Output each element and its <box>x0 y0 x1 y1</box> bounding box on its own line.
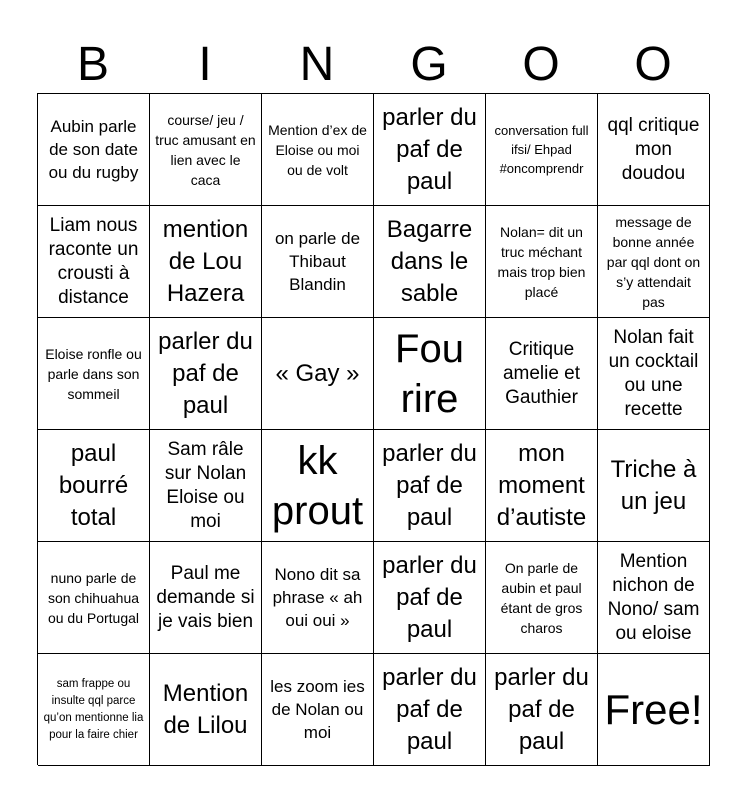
bingo-cell[interactable] <box>262 206 374 318</box>
bingo-cell[interactable] <box>374 94 486 206</box>
bingo-cell[interactable] <box>486 654 598 766</box>
bingo-cell[interactable] <box>38 430 150 542</box>
cell-text: « Gay » <box>275 359 360 387</box>
cell-text: parler du paf de paul <box>158 327 253 419</box>
header-letter-g: G <box>410 37 448 91</box>
cell-text: paul bourré total <box>58 439 129 531</box>
bingo-cell[interactable] <box>150 318 262 430</box>
cell-text: conversation full ifsi/ Ehpad #oncomprendr <box>494 123 589 176</box>
header-letter-o-2: O <box>634 37 672 91</box>
cell-text: on parle de Thibaut Blandin <box>274 229 361 294</box>
bingo-cell[interactable] <box>262 94 374 206</box>
bingo-cell[interactable] <box>262 542 374 654</box>
cell-text: Aubin parle de son date ou du rugby <box>48 117 139 182</box>
header-letter-i: I <box>198 37 212 91</box>
bingo-cell[interactable] <box>598 542 710 654</box>
free-cell[interactable] <box>598 654 710 766</box>
bingo-cell[interactable] <box>374 318 486 430</box>
cell-text: Mention nichon de Nono/ sam ou eloise <box>607 550 700 644</box>
bingo-cell[interactable] <box>598 206 710 318</box>
cell-text: qql critique mon doudou <box>607 114 700 184</box>
bingo-cell[interactable] <box>486 94 598 206</box>
bingo-cell[interactable] <box>262 430 374 542</box>
cell-text: On parle de aubin et paul étant de gros charos <box>500 559 583 636</box>
cell-text: kk prout <box>271 438 364 533</box>
bingo-cell[interactable] <box>598 94 710 206</box>
bingo-cell[interactable] <box>150 542 262 654</box>
header-letter-o: O <box>522 37 560 91</box>
cell-text: Bagarre dans le sable <box>386 215 473 307</box>
header-letter-b: B <box>76 37 109 91</box>
bingo-cell[interactable] <box>374 542 486 654</box>
bingo-cell[interactable] <box>262 318 374 430</box>
cell-text: Triche à un jeu <box>610 455 697 515</box>
bingo-cell[interactable] <box>374 206 486 318</box>
bingo-cell[interactable] <box>486 542 598 654</box>
bingo-cell[interactable] <box>38 318 150 430</box>
header-letter-n: N <box>299 37 335 91</box>
bingo-cell[interactable] <box>486 430 598 542</box>
bingo-cell[interactable] <box>150 430 262 542</box>
bingo-cell[interactable] <box>486 206 598 318</box>
bingo-cell[interactable] <box>38 206 150 318</box>
bingo-cell[interactable] <box>38 94 150 206</box>
cell-text: parler du paf de paul <box>494 663 589 755</box>
cell-text: Eloise ronfle ou parle dans son sommeil <box>45 345 142 402</box>
cell-text: Mention d’ex de Eloise ou moi ou de volt <box>268 121 367 178</box>
cell-text: message de bonne année par qql dont on s’y attendait pas <box>606 213 701 310</box>
bingo-header <box>37 36 709 93</box>
cell-text: Mention de Lilou <box>162 679 249 739</box>
cell-text: Nono dit sa phrase « ah oui oui » <box>272 565 363 630</box>
cell-text: course/ jeu / truc amusant en lien avec le caca <box>155 111 256 188</box>
cell-text: Fou rire <box>395 326 464 421</box>
bingo-cell[interactable] <box>374 654 486 766</box>
cell-text: sam frappe ou insulte qql parce qu’on mentionne lia pour la faire chier <box>43 677 144 741</box>
cell-text: nuno parle de son chihuahua ou du Portugal <box>47 569 140 626</box>
cell-text: Sam râle sur Nolan Eloise ou moi <box>164 438 247 532</box>
bingo-cell[interactable] <box>38 542 150 654</box>
cell-text: mon moment d’autiste <box>496 439 587 531</box>
bingo-cell[interactable] <box>598 318 710 430</box>
cell-text: parler du paf de paul <box>382 551 477 643</box>
cell-text: Paul me demande si je vais bien <box>156 562 255 632</box>
bingo-cell[interactable] <box>150 94 262 206</box>
bingo-cell[interactable] <box>486 318 598 430</box>
bingo-cell[interactable] <box>150 654 262 766</box>
bingo-cell[interactable] <box>150 206 262 318</box>
cell-text: les zoom ies de Nolan ou moi <box>270 677 365 742</box>
cell-text: Nolan fait un cocktail ou une recette <box>608 326 699 420</box>
cell-text: Free! <box>604 685 703 733</box>
bingo-grid <box>37 93 709 765</box>
cell-text: mention de Lou Hazera <box>162 215 249 307</box>
cell-text: Liam nous raconte un crousti à distance <box>48 214 139 308</box>
cell-text: parler du paf de paul <box>382 663 477 755</box>
bingo-cell[interactable] <box>598 430 710 542</box>
cell-text: parler du paf de paul <box>382 439 477 531</box>
cell-text: Nolan= dit un truc méchant mais trop bien placé <box>497 223 586 300</box>
bingo-cell[interactable] <box>38 654 150 766</box>
bingo-cell[interactable] <box>262 654 374 766</box>
cell-text: parler du paf de paul <box>382 103 477 195</box>
bingo-cell[interactable] <box>374 430 486 542</box>
cell-text: Critique amelie et Gauthier <box>502 338 581 408</box>
